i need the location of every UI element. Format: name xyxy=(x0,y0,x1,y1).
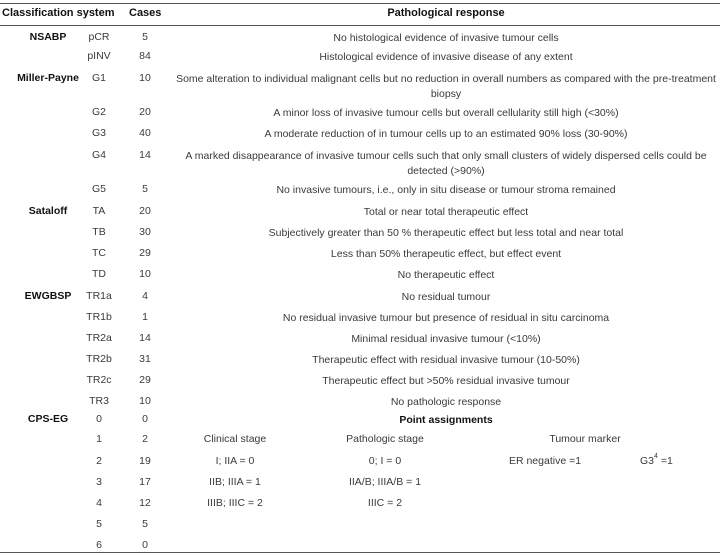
header-pathological-response: Pathological response xyxy=(387,7,505,19)
cases-cell: 29 xyxy=(139,374,151,386)
cps-pathologic-1: IIA/B; IIIA/B = 1 xyxy=(348,476,422,488)
cases-cell: 0 xyxy=(142,413,148,425)
cases-cell: 12 xyxy=(139,497,151,509)
cases-cell: 10 xyxy=(139,72,151,84)
cases-cell: 10 xyxy=(139,268,151,280)
grade-cell: G5 xyxy=(91,183,106,195)
grade-cell: 4 xyxy=(96,497,102,509)
response-cell: Subjectively greater than 50 % therapeutic effect but less total and near total xyxy=(268,227,624,239)
cases-cell: 84 xyxy=(139,50,151,62)
cases-cell: 10 xyxy=(139,395,151,407)
cases-cell: 14 xyxy=(139,332,151,344)
cps-pathologic-2: IIIC = 2 xyxy=(367,497,403,509)
grade-cell: G3 xyxy=(91,127,106,139)
response-cell: No invasive tumours, i.e., only in situ disease or tumour stroma remained xyxy=(276,184,616,196)
header-classification-system: Classification system xyxy=(2,7,115,19)
response-cell: Histological evidence of invasive disease of any extent xyxy=(319,51,573,63)
grade-cell: pINV xyxy=(87,50,111,62)
response-cell: Therapeutic effect with residual invasive tumour (10-50%) xyxy=(312,354,580,366)
cases-cell: 40 xyxy=(139,127,151,139)
grade-cell: TC xyxy=(92,247,106,259)
grade-cell: 0 xyxy=(96,413,102,425)
cases-cell: 5 xyxy=(142,518,148,530)
grade-cell: G4 xyxy=(91,149,106,161)
cases-cell: 30 xyxy=(139,226,151,238)
grade-cell: TR2b xyxy=(86,353,112,365)
response-cell: A marked disappearance of invasive tumour cells such that only small clusters of widely dispersed cells could be detected (>90%) xyxy=(185,150,707,177)
grade-cell: TA xyxy=(92,205,106,217)
grade-cell: TB xyxy=(92,226,106,238)
cps-marker-g3: $G3^4 =1$ xyxy=(640,453,673,467)
header-cases: Cases xyxy=(129,7,162,19)
cps-clinical-1: IIB; IIIA = 1 xyxy=(209,476,261,488)
grade-cell: TD xyxy=(92,268,106,280)
response-cell: No pathologic response xyxy=(390,396,502,408)
grade-cell: 1 xyxy=(96,433,102,445)
response-cell: No residual invasive tumour but presence of residual in situ carcinoma xyxy=(282,312,610,324)
response-cell: Point assignments xyxy=(399,414,493,426)
cps-clinical-0: I; IIA = 0 xyxy=(215,455,255,467)
cps-clinical-2: IIIB; IIIC = 2 xyxy=(207,497,263,509)
cases-cell: 4 xyxy=(142,290,148,302)
header-rule xyxy=(0,25,720,26)
grade-cell: TR2c xyxy=(86,374,112,386)
table-top-rule xyxy=(0,3,720,4)
response-cell: No histological evidence of invasive tumour cells xyxy=(333,32,559,44)
classification-system-cell: NSABP xyxy=(29,31,67,43)
response-cell: Minimal residual invasive tumour (<10%) xyxy=(351,333,541,345)
response-cell: Some alteration to individual malignant cells but no reduction in overall numbers as compared with the pre-treatment biopsy xyxy=(176,73,716,100)
grade-cell: 6 xyxy=(96,539,102,551)
response-cell: No therapeutic effect xyxy=(397,269,495,281)
cases-cell: 2 xyxy=(142,433,148,445)
grade-cell: TR1b xyxy=(86,311,112,323)
cps-marker-er: ER negative =1 xyxy=(508,455,582,467)
grade-cell: G2 xyxy=(91,106,106,118)
cases-cell: 14 xyxy=(139,149,151,161)
cps-pathologic-0: 0; I = 0 xyxy=(368,455,402,467)
grade-cell: TR3 xyxy=(89,395,109,407)
classification-system-cell: Sataloff xyxy=(28,205,68,217)
response-cell: Therapeutic effect but >50% residual invasive tumour xyxy=(322,375,570,387)
grade-cell: 3 xyxy=(96,476,102,488)
grade-cell: 2 xyxy=(96,455,102,467)
classification-system-cell: EWGBSP xyxy=(24,290,72,302)
grade-cell: 5 xyxy=(96,518,102,530)
table-bottom-rule xyxy=(0,552,720,553)
grade-cell: TR1a xyxy=(86,290,112,302)
response-cell: No residual tumour xyxy=(401,291,491,303)
cases-cell: 29 xyxy=(139,247,151,259)
cases-cell: 31 xyxy=(139,353,151,365)
cases-cell: 20 xyxy=(139,205,151,217)
cases-cell: 0 xyxy=(142,539,148,551)
grade-cell: pCR xyxy=(88,31,110,43)
grade-cell: TR2a xyxy=(86,332,112,344)
cases-cell: 5 xyxy=(142,31,148,43)
cps-header-pathologic-stage: Pathologic stage xyxy=(346,433,424,445)
grade-cell: G1 xyxy=(91,72,106,84)
response-cell: Less than 50% therapeutic effect, but effect event xyxy=(330,248,562,260)
cases-cell: 1 xyxy=(142,311,148,323)
classification-system-cell: CPS-EG xyxy=(27,413,69,425)
response-cell: Total or near total therapeutic effect xyxy=(363,206,529,218)
cases-cell: 19 xyxy=(139,455,151,467)
cases-cell: 5 xyxy=(142,183,148,195)
cases-cell: 20 xyxy=(139,106,151,118)
cases-cell: 17 xyxy=(139,476,151,488)
cps-header-tumour-marker: Tumour marker xyxy=(549,433,621,445)
response-cell: A moderate reduction of in tumour cells up to an estimated 90% loss (30-90%) xyxy=(264,128,628,140)
cps-header-clinical-stage: Clinical stage xyxy=(203,433,267,445)
response-cell: A minor loss of invasive tumour cells but overall cellularity still high (<30%) xyxy=(273,107,619,119)
classification-system-cell: Miller-Payne xyxy=(17,72,79,84)
